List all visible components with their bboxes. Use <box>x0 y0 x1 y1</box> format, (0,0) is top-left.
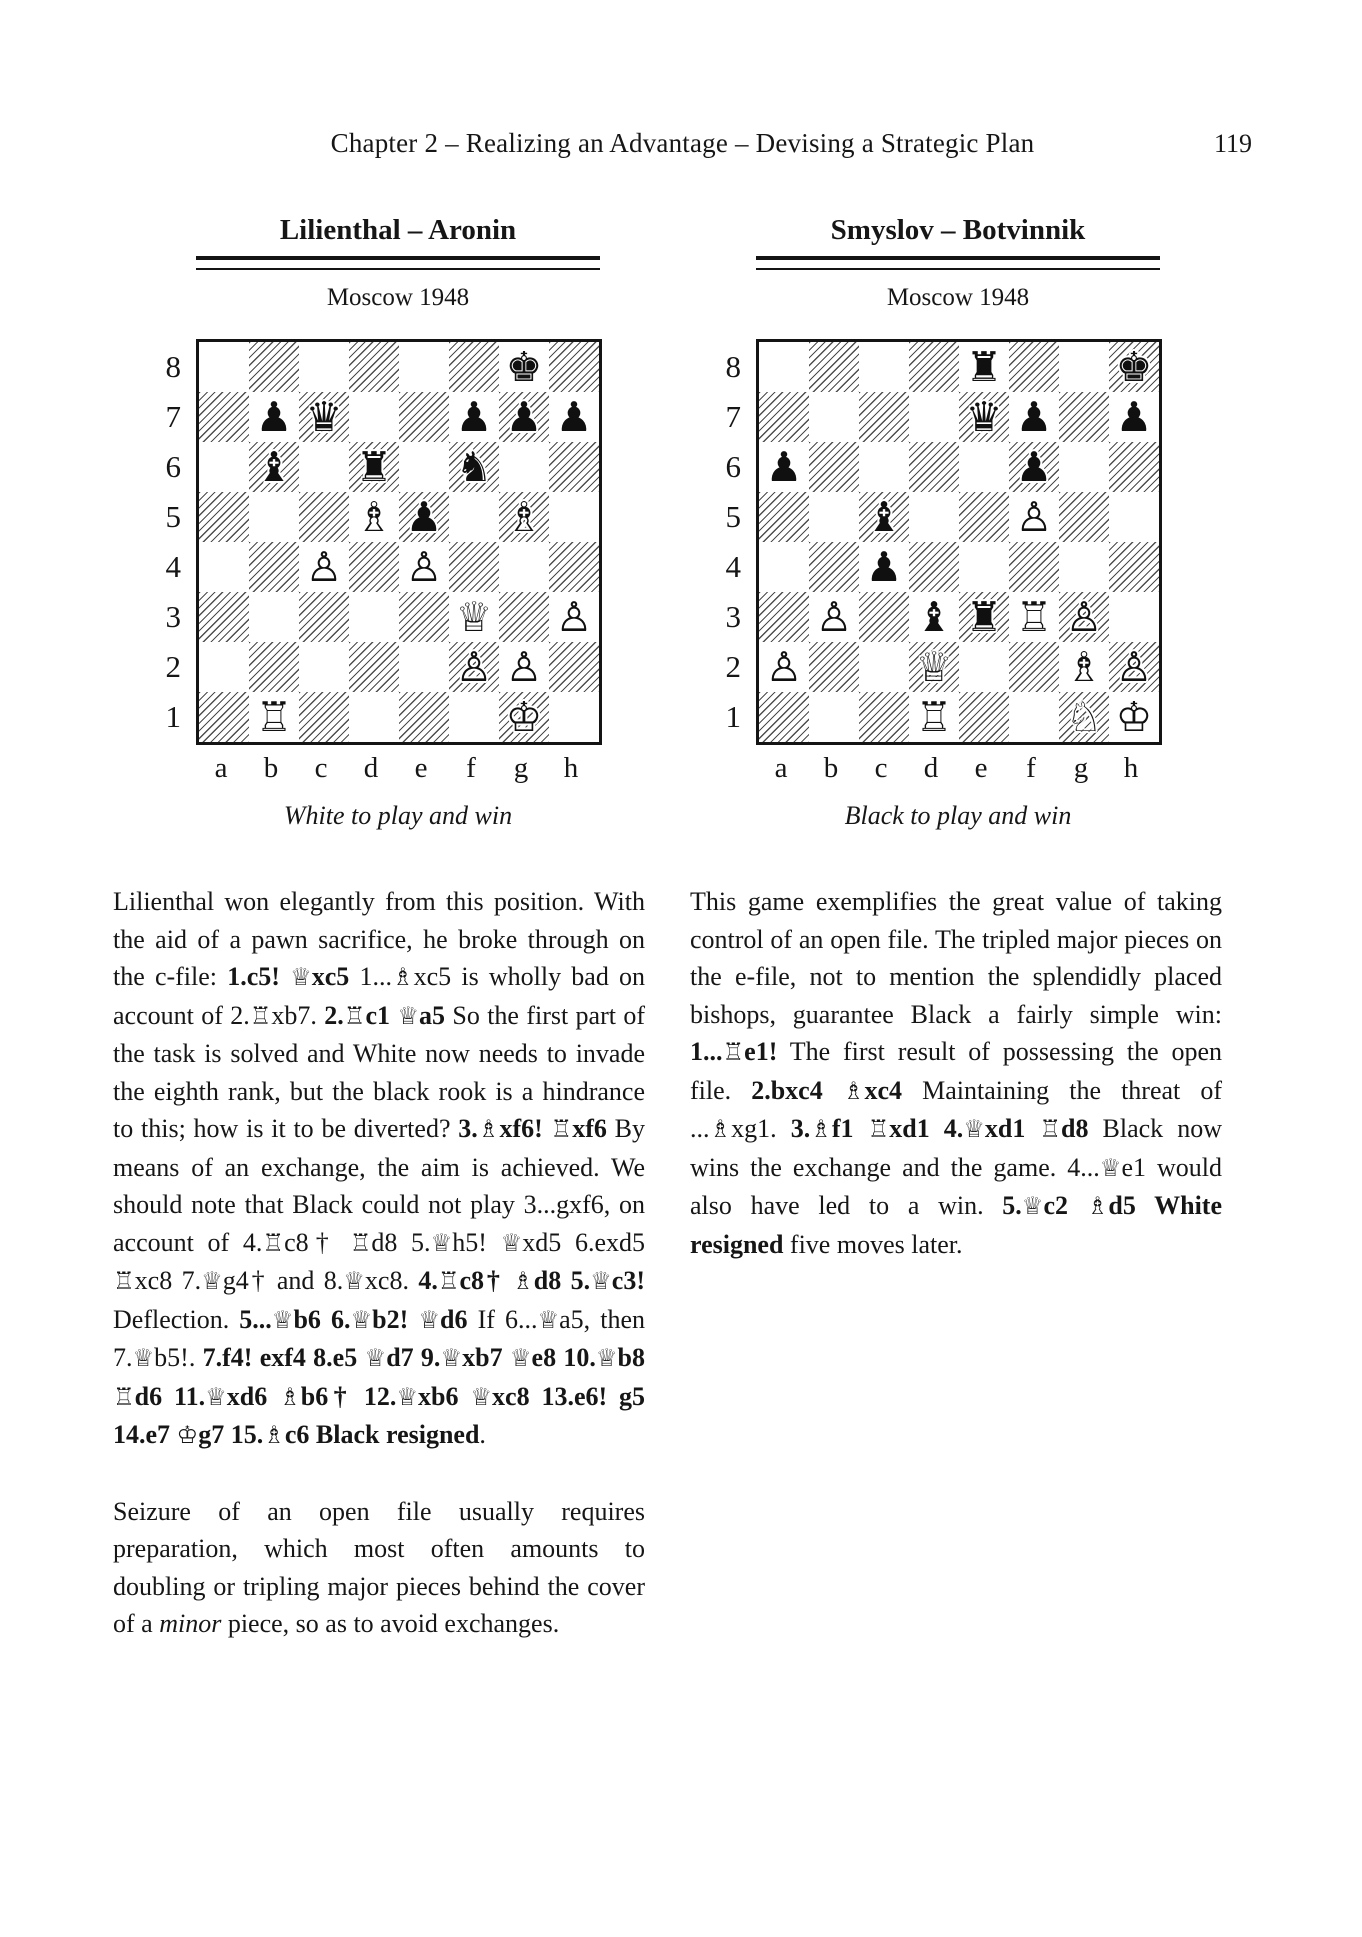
page-header <box>113 128 1252 159</box>
white-pawn-icon: ♙ <box>305 543 343 591</box>
rank-label: 1 <box>725 699 741 734</box>
rank-label: 4 <box>725 549 741 584</box>
chess-figurine-icon: ♖ <box>262 1228 285 1257</box>
white-pawn-icon: ♙ <box>1065 593 1103 641</box>
square-e1 <box>959 692 1009 742</box>
square-g7 <box>499 392 549 442</box>
square-a5 <box>199 492 249 542</box>
white-pawn-icon: ♙ <box>1015 493 1053 541</box>
square-e3 <box>959 592 1009 642</box>
square-b4 <box>809 542 859 592</box>
chess-figurine-icon: ♕ <box>396 1382 419 1411</box>
chess-diagram <box>148 339 645 784</box>
chess-figurine-icon: ♗ <box>279 1382 301 1411</box>
black-queen-icon: ♛ <box>965 393 1003 441</box>
square-a8 <box>199 342 249 392</box>
file-label: c <box>314 752 328 784</box>
square-f6 <box>449 442 499 492</box>
chess-figurine-icon: ♖ <box>550 1115 573 1143</box>
square-f8 <box>1009 342 1059 392</box>
black-pawn-icon: ♟ <box>405 493 443 541</box>
square-g4 <box>499 542 549 592</box>
chess-figurine-icon: ♕ <box>963 1115 985 1143</box>
file-labels <box>756 752 1162 784</box>
chess-figurine-icon: ♕ <box>343 1267 365 1295</box>
chess-figurine-icon: ♕ <box>430 1228 453 1257</box>
file-label: d <box>363 752 379 784</box>
rank-labels <box>148 339 196 745</box>
black-rook-icon: ♜ <box>355 443 393 491</box>
square-c6 <box>299 442 349 492</box>
chess-figurine-icon: ♖ <box>113 1382 135 1411</box>
game-venue: Moscow 1948 <box>326 284 470 311</box>
square-c1 <box>299 692 349 742</box>
square-a2 <box>199 642 249 692</box>
black-pawn-icon: ♟ <box>765 443 803 491</box>
rank-label: 8 <box>165 349 181 384</box>
square-e1 <box>399 692 449 742</box>
black-queen-icon: ♛ <box>305 393 343 441</box>
square-a2 <box>759 642 809 692</box>
square-a3 <box>199 592 249 642</box>
chess-figurine-icon: ♕ <box>470 1382 493 1411</box>
square-e8 <box>959 342 1009 392</box>
square-d8 <box>909 342 959 392</box>
rank-label: 3 <box>725 599 741 634</box>
square-d3 <box>349 592 399 642</box>
chess-figurine-icon: ♖ <box>722 1038 745 1066</box>
chess-figurine-icon: ♕ <box>595 1344 618 1372</box>
square-d5 <box>909 492 959 542</box>
rank-label: 3 <box>165 599 181 634</box>
square-g1 <box>499 692 549 742</box>
square-a8 <box>759 342 809 392</box>
square-h3 <box>549 592 599 642</box>
square-h2 <box>1109 642 1159 692</box>
white-pawn-icon: ♙ <box>405 543 443 591</box>
square-d6 <box>349 442 399 492</box>
square-e4 <box>959 542 1009 592</box>
square-f4 <box>449 542 499 592</box>
square-g4 <box>1059 542 1109 592</box>
square-f5 <box>449 492 499 542</box>
file-label: c <box>874 752 888 784</box>
square-c2 <box>299 642 349 692</box>
square-a3 <box>759 592 809 642</box>
black-king-icon: ♚ <box>1115 343 1153 391</box>
left-game-section <box>113 196 645 1643</box>
square-h4 <box>549 542 599 592</box>
square-c7 <box>299 392 349 442</box>
square-d2 <box>909 642 959 692</box>
white-pawn-icon: ♙ <box>555 593 593 641</box>
white-pawn-icon: ♙ <box>455 643 493 691</box>
rank-label: 7 <box>725 399 741 434</box>
black-pawn-icon: ♟ <box>1015 393 1053 441</box>
chess-figurine-icon: ♕ <box>290 963 312 991</box>
square-h1 <box>1109 692 1159 742</box>
chess-figurine-icon: ♕ <box>205 1382 227 1411</box>
square-c8 <box>859 342 909 392</box>
chess-figurine-icon: ♕ <box>418 1305 441 1334</box>
square-g5 <box>499 492 549 542</box>
square-e8 <box>399 342 449 392</box>
chess-diagram <box>708 339 1222 784</box>
chess-figurine-icon: ♖ <box>437 1267 460 1295</box>
square-e6 <box>399 442 449 492</box>
file-label: f <box>1026 752 1036 784</box>
square-h1 <box>549 692 599 742</box>
square-d4 <box>349 542 399 592</box>
square-a7 <box>199 392 249 442</box>
square-a5 <box>759 492 809 542</box>
square-b1 <box>809 692 859 742</box>
file-label: b <box>823 752 839 784</box>
title-divider <box>196 256 600 270</box>
chess-board <box>196 339 602 745</box>
rank-labels <box>708 339 756 745</box>
chess-figurine-icon: ♗ <box>810 1115 832 1143</box>
square-g5 <box>1059 492 1109 542</box>
chess-figurine-icon: ♖ <box>349 1228 372 1257</box>
square-c2 <box>859 642 909 692</box>
file-label: d <box>923 752 939 784</box>
square-f2 <box>1009 642 1059 692</box>
black-bishop-icon: ♝ <box>865 493 903 541</box>
two-column-layout <box>113 196 1222 1643</box>
square-a4 <box>199 542 249 592</box>
square-d8 <box>349 342 399 392</box>
rank-label: 1 <box>165 699 181 734</box>
square-b5 <box>249 492 299 542</box>
square-g8 <box>1059 342 1109 392</box>
title-divider <box>756 256 1160 270</box>
chess-figurine-icon: ♕ <box>509 1344 532 1372</box>
chess-figurine-icon: ♕ <box>590 1267 612 1295</box>
square-h6 <box>549 442 599 492</box>
chess-figurine-icon: ♖ <box>1039 1115 1062 1143</box>
square-h6 <box>1109 442 1159 492</box>
rank-label: 2 <box>165 649 181 684</box>
chess-figurine-icon: ♕ <box>364 1344 387 1372</box>
chess-figurine-icon: ♖ <box>113 1267 135 1295</box>
square-b8 <box>249 342 299 392</box>
square-b4 <box>249 542 299 592</box>
black-pawn-icon: ♟ <box>1115 393 1153 441</box>
square-b1 <box>249 692 299 742</box>
square-g2 <box>1059 642 1109 692</box>
square-f4 <box>1009 542 1059 592</box>
chess-figurine-icon: ♗ <box>842 1076 865 1105</box>
black-bishop-icon: ♝ <box>255 443 293 491</box>
chess-figurine-icon: ♗ <box>477 1115 500 1143</box>
black-pawn-icon: ♟ <box>865 543 903 591</box>
square-h8 <box>549 342 599 392</box>
white-king-icon: ♔ <box>1115 693 1153 741</box>
square-b3 <box>809 592 859 642</box>
chess-figurine-icon: ♕ <box>350 1305 373 1334</box>
square-b6 <box>809 442 859 492</box>
rank-label: 2 <box>725 649 741 684</box>
square-c8 <box>299 342 349 392</box>
square-f1 <box>449 692 499 742</box>
analysis-paragraph: Lilienthal won elegantly from this position. With the aid of a pawn sacrifice, he broke through on the c-file: 1.c5! ♕xc5 1...♗xc5 is wholly bad on account of 2.♖xb7. 2.♖c1 ♕a5 So the first part of the task is solved and White now needs to invade the eighth rank, but the black rook is a hindrance to this; how is it to be diverted? 3.♗xf6! ♖xf6 By means of an exchange, the aim is achieved. We should note that Black could not play 3...gxf6, on account of 4.♖c8† ♖d8 5.♕h5! ♕xd5 6.exd5 ♖xc8 7.♕g4† and 8.♕xc8. 4.♖c8† ♗d8 5.♕c3! Deflection. 5...♕b6 6.♕b2! ♕d6 If 6...♕a5, then 7.♕b5!. 7.f4! exf4 8.e5 ♕d7 9.♕xb7 ♕e8 10.♕b8 ♖d6 11.♕xd6 ♗b6† 12.♕xb6 ♕xc8 13.e6! g5 14.e7 ♔g7 15.♗c6 Black resigned. <box>113 887 646 1449</box>
chess-figurine-icon: ♕ <box>1021 1192 1044 1220</box>
square-f8 <box>449 342 499 392</box>
square-f3 <box>1009 592 1059 642</box>
square-a6 <box>199 442 249 492</box>
square-c6 <box>859 442 909 492</box>
page-number: 119 <box>1213 129 1252 158</box>
square-g2 <box>499 642 549 692</box>
chess-figurine-icon: ♗ <box>709 1115 732 1143</box>
diagram-caption: White to play and win <box>283 801 513 830</box>
square-g8 <box>499 342 549 392</box>
square-h8 <box>1109 342 1159 392</box>
file-label: a <box>774 752 788 784</box>
black-pawn-icon: ♟ <box>555 393 593 441</box>
square-c3 <box>299 592 349 642</box>
square-d2 <box>349 642 399 692</box>
file-label: g <box>513 752 529 784</box>
square-b5 <box>809 492 859 542</box>
chess-figurine-icon: ♕ <box>440 1344 463 1372</box>
chess-figurine-icon: ♔ <box>176 1421 199 1449</box>
square-g1 <box>1059 692 1109 742</box>
white-pawn-icon: ♙ <box>815 593 853 641</box>
rank-label: 5 <box>165 499 181 534</box>
chess-figurine-icon: ♖ <box>249 1001 272 1030</box>
black-pawn-icon: ♟ <box>255 393 293 441</box>
game-venue: Moscow 1948 <box>886 284 1030 311</box>
white-rook-icon: ♖ <box>915 693 953 741</box>
square-h7 <box>549 392 599 442</box>
square-c5 <box>859 492 909 542</box>
square-d7 <box>349 392 399 442</box>
file-label: e <box>414 752 428 784</box>
square-e6 <box>959 442 1009 492</box>
analysis-paragraph: This game exemplifies the great value of taking control of an open file. The tripled major pieces on the e-file, not to mention the splendidly placed bishops, guarantee Black a fairly simple win: 1...♖e1! The first result of possessing the open file. 2.bxc4 ♗xc4 Maintaining the threat of ...♗xg1. 3.♗f1 ♖xd1 4.♕xd1 ♖d8 Black now wins the exchange and the game. 4...♕e1 would also have led to a win. 5.♕c2 ♗d5 White resigned five moves later. <box>690 887 1222 1259</box>
right-game-section <box>690 196 1222 1643</box>
square-b3 <box>249 592 299 642</box>
game-title: Lilienthal – Aronin <box>279 214 517 246</box>
black-rook-icon: ♜ <box>965 593 1003 641</box>
square-f7 <box>1009 392 1059 442</box>
square-f3 <box>449 592 499 642</box>
square-b2 <box>809 642 859 692</box>
file-label: g <box>1073 752 1089 784</box>
file-label: h <box>1123 752 1139 784</box>
square-a1 <box>199 692 249 742</box>
square-h4 <box>1109 542 1159 592</box>
square-g3 <box>499 592 549 642</box>
white-queen-icon: ♕ <box>915 643 953 691</box>
rank-label: 8 <box>725 349 741 384</box>
rank-label: 5 <box>725 499 741 534</box>
square-c3 <box>859 592 909 642</box>
square-h3 <box>1109 592 1159 642</box>
square-h7 <box>1109 392 1159 442</box>
black-king-icon: ♚ <box>505 343 543 391</box>
white-knight-icon: ♘ <box>1065 693 1103 741</box>
square-f5 <box>1009 492 1059 542</box>
black-bishop-icon: ♝ <box>915 593 953 641</box>
square-h5 <box>1109 492 1159 542</box>
rank-label: 6 <box>725 449 741 484</box>
square-g3 <box>1059 592 1109 642</box>
white-pawn-icon: ♙ <box>765 643 803 691</box>
white-rook-icon: ♖ <box>1015 593 1053 641</box>
chess-figurine-icon: ♖ <box>343 1001 366 1030</box>
chess-figurine-icon: ♕ <box>1099 1153 1122 1182</box>
square-e5 <box>959 492 1009 542</box>
square-c5 <box>299 492 349 542</box>
square-e3 <box>399 592 449 642</box>
chess-figurine-icon: ♖ <box>867 1115 890 1143</box>
square-d5 <box>349 492 399 542</box>
chess-figurine-icon: ♕ <box>271 1305 294 1334</box>
square-g6 <box>1059 442 1109 492</box>
diagram-caption: Black to play and win <box>844 801 1072 830</box>
square-c7 <box>859 392 909 442</box>
square-a1 <box>759 692 809 742</box>
square-e2 <box>399 642 449 692</box>
square-g7 <box>1059 392 1109 442</box>
analysis-paragraph: Seizure of an open file usually requires preparation, which most often amounts to doubling or tripling major pieces behind the cover of a minor piece, so as to avoid exchanges. <box>113 1496 645 1638</box>
square-f2 <box>449 642 499 692</box>
file-labels <box>196 752 602 784</box>
chess-figurine-icon: ♕ <box>201 1267 223 1295</box>
chess-figurine-icon: ♕ <box>397 1001 420 1030</box>
white-pawn-icon: ♙ <box>505 643 543 691</box>
square-d6 <box>909 442 959 492</box>
square-a6 <box>759 442 809 492</box>
white-pawn-icon: ♙ <box>1115 643 1153 691</box>
square-a7 <box>759 392 809 442</box>
game-title: Smyslov – Botvinnik <box>830 214 1086 246</box>
square-d1 <box>349 692 399 742</box>
square-c1 <box>859 692 909 742</box>
white-rook-icon: ♖ <box>255 693 293 741</box>
rank-label: 6 <box>165 449 181 484</box>
square-b6 <box>249 442 299 492</box>
white-bishop-icon: ♗ <box>1065 643 1103 691</box>
chess-figurine-icon: ♗ <box>263 1421 285 1449</box>
square-e2 <box>959 642 1009 692</box>
chess-figurine-icon: ♕ <box>132 1344 155 1372</box>
square-c4 <box>859 542 909 592</box>
square-f6 <box>1009 442 1059 492</box>
square-e7 <box>959 392 1009 442</box>
square-d4 <box>909 542 959 592</box>
file-label: a <box>214 752 228 784</box>
black-knight-icon: ♞ <box>455 443 493 491</box>
white-bishop-icon: ♗ <box>355 493 393 541</box>
chess-figurine-icon: ♕ <box>537 1305 560 1334</box>
chess-figurine-icon: ♕ <box>500 1228 523 1257</box>
black-pawn-icon: ♟ <box>455 393 493 441</box>
square-d3 <box>909 592 959 642</box>
rank-label: 4 <box>165 549 181 584</box>
black-pawn-icon: ♟ <box>505 393 543 441</box>
square-c4 <box>299 542 349 592</box>
square-b2 <box>249 642 299 692</box>
square-h5 <box>549 492 599 542</box>
file-label: f <box>466 752 476 784</box>
chess-figurine-icon: ♗ <box>391 963 414 991</box>
chapter-heading: Chapter 2 – Realizing an Advantage – Devising a Strategic Plan <box>330 128 1035 158</box>
file-label: b <box>263 752 279 784</box>
white-bishop-icon: ♗ <box>505 493 543 541</box>
square-b7 <box>249 392 299 442</box>
black-rook-icon: ♜ <box>965 343 1003 391</box>
square-f7 <box>449 392 499 442</box>
square-e7 <box>399 392 449 442</box>
square-b8 <box>809 342 859 392</box>
file-label: h <box>563 752 579 784</box>
black-pawn-icon: ♟ <box>1015 443 1053 491</box>
square-d7 <box>909 392 959 442</box>
white-king-icon: ♔ <box>505 693 543 741</box>
chess-figurine-icon: ♗ <box>512 1267 534 1295</box>
square-g6 <box>499 442 549 492</box>
square-a4 <box>759 542 809 592</box>
chess-figurine-icon: ♗ <box>1086 1192 1109 1220</box>
square-h2 <box>549 642 599 692</box>
square-d1 <box>909 692 959 742</box>
square-f1 <box>1009 692 1059 742</box>
rank-label: 7 <box>165 399 181 434</box>
square-b7 <box>809 392 859 442</box>
white-queen-icon: ♕ <box>455 593 493 641</box>
chess-board <box>756 339 1162 745</box>
file-label: e <box>974 752 988 784</box>
square-e4 <box>399 542 449 592</box>
square-e5 <box>399 492 449 542</box>
